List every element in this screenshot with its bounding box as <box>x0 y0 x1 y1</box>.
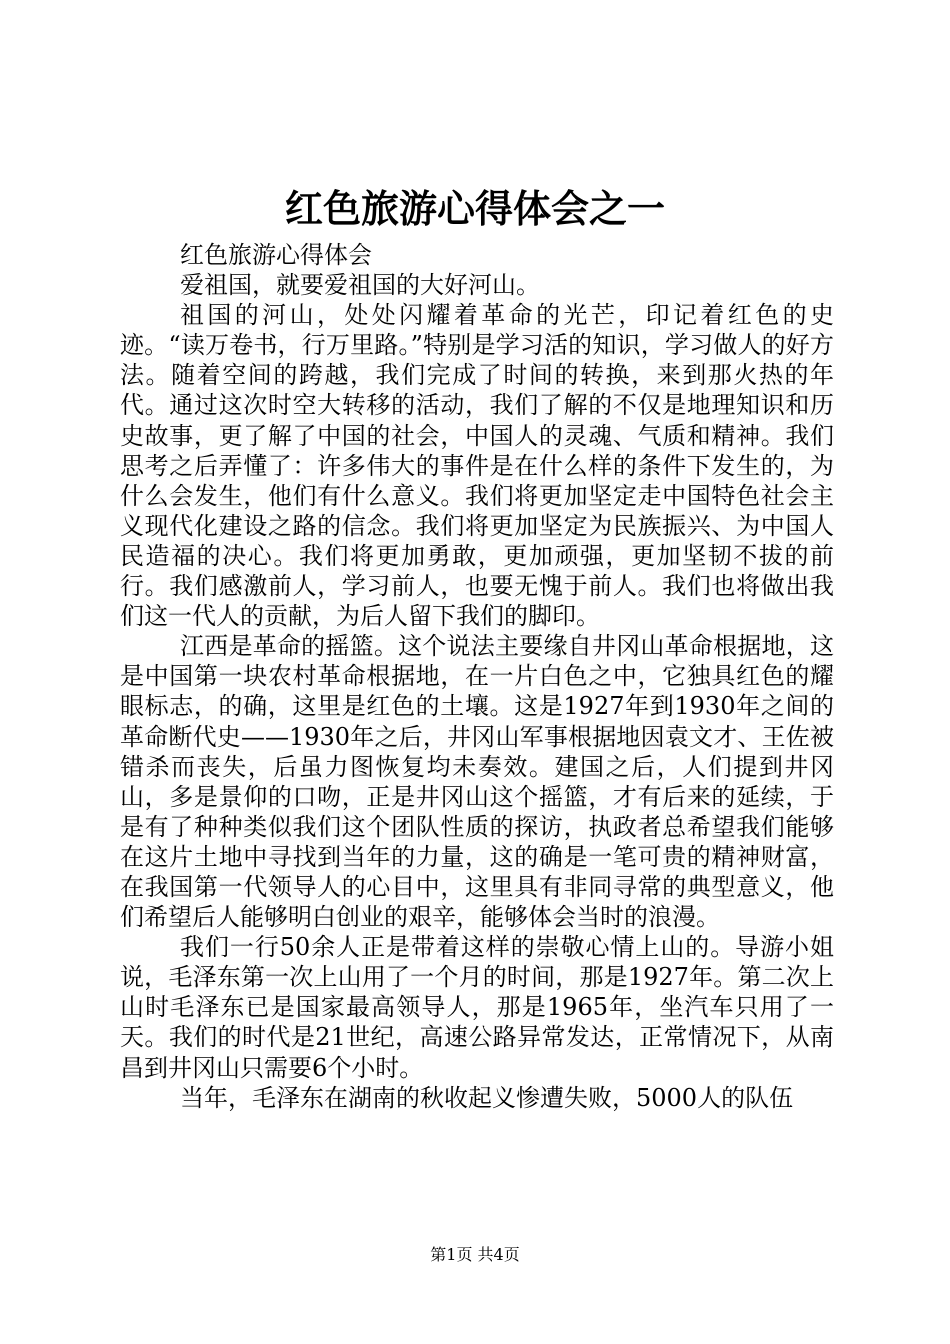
paragraph: 祖国的河山，处处闪耀着革命的光芒，印记着红色的史迹。“读万卷书，行万里路。”特别是学习活的知识，学习做人的好方法。随着空间的跨越，我们完成了时间的转换，来到那火热的年代。通过这次时空大转移的活动，我们了解的不仅是地理知识和历史故事，更了解了中国的社会，中国人的灵魂、气质和精神。我们思考之后弄懂了：许多伟大的事件是在什么样的条件下发生的，为什么会发生，他们有什么意义。我们将更加坚定走中国特色社会主义现代化建设之路的信念。我们将更加坚定为民族振兴、为中国人民造福的决心。我们将更加勇敢，更加顽强，更加坚韧不拔的前行。我们感激前人，学习前人，也要无愧于前人。我们也将做出我们这一代人的贡献，为后人留下我们的脚印。 <box>120 301 834 631</box>
paragraph: 爱祖国，就要爱祖国的大好河山。 <box>180 271 540 300</box>
document-body <box>120 240 834 1113</box>
paragraph: 当年，毛泽东在湖南的秋收起义惨遭失败，5000人的队伍 <box>180 1083 794 1112</box>
document-title: 红色旅游心得体会之一 <box>284 186 665 231</box>
page-footer: 第1页 共4页 <box>430 1245 520 1264</box>
paragraph: 我们一行50余人正是带着这样的崇敬心情上山的。导游小姐说，毛泽东第一次上山用了一个月的时间，那是1927年。第二次上山时毛泽东已是国家最高领导人，那是1965年，坐汽车只用了一天。我们的时代是21世纪，高速公路异常发达，正常情况下，从南昌到井冈山只需要6个小时。 <box>120 933 834 1082</box>
paragraph: 江西是革命的摇篮。这个说法主要缘自井冈山革命根据地，这是中国第一块农村革命根据地，在一片白色之中，它独具红色的耀眼标志，的确，这里是红色的土壤。这是1927年到1930年之间的革命断代史——1930年之后，井冈山军事根据地因袁文才、王佐被错杀而丧失，后虽力图恢复均未奏效。建国之后，人们提到井冈山，多是景仰的口吻，正是井冈山这个摇篮，才有后来的延续，于是有了种种类似我们这个团队性质的探访，执政者总希望我们能够在这片土地中寻找到当年的力量，这的确是一笔可贵的精神财富，在我国第一代领导人的心目中，这里具有非同寻常的典型意义，他们希望后人能够明白创业的艰辛，能够体会当时的浪漫。 <box>120 632 834 932</box>
paragraph: 红色旅游心得体会 <box>180 241 372 269</box>
